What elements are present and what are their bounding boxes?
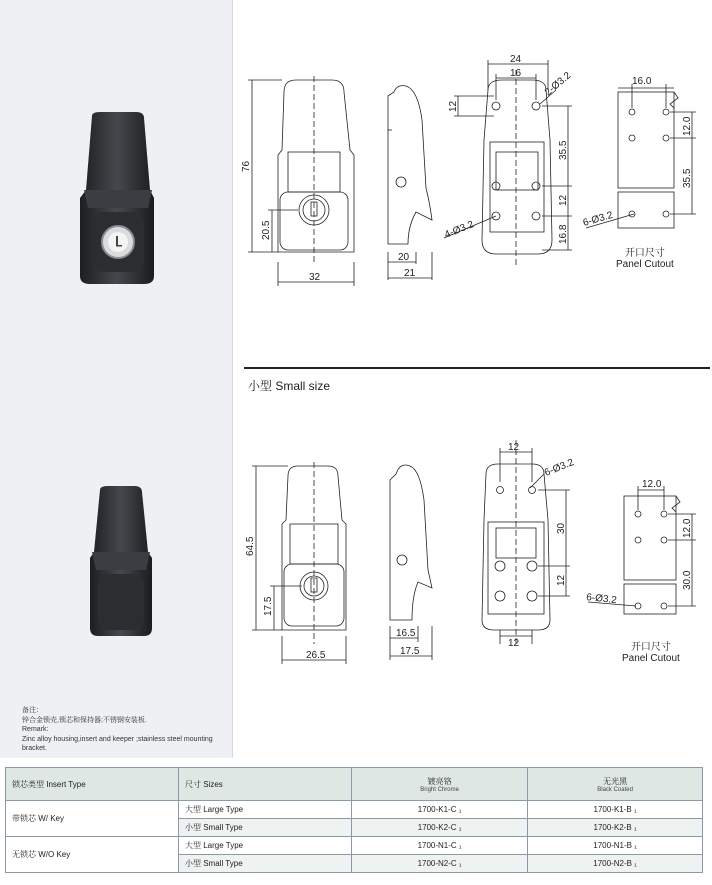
large-front-view bbox=[248, 76, 354, 286]
cell-insert-type: 带锁芯 W/ Key bbox=[6, 801, 179, 837]
large-panel-cutout bbox=[586, 84, 696, 228]
header-chrome-cn: 镀亮铬 bbox=[427, 776, 452, 786]
header-insert-type: 锁芯类型 Insert Type bbox=[6, 768, 179, 801]
small-cutout-label bbox=[622, 642, 680, 664]
header-black-coated bbox=[528, 768, 703, 801]
dim-small-side2: 17.5 bbox=[400, 646, 420, 657]
header-bright-chrome bbox=[352, 768, 528, 801]
dim-small-width: 26.5 bbox=[306, 650, 326, 661]
section-divider bbox=[244, 367, 710, 369]
cutout-small-w: 12.0 bbox=[642, 479, 662, 490]
cell-black: 1700-N1-B ₁ bbox=[528, 837, 703, 855]
cutout-small-h2: 30.0 bbox=[682, 570, 693, 590]
small-latch-photo bbox=[88, 486, 154, 636]
cell-size: 大型 Large Type bbox=[179, 837, 352, 855]
dim-large-d168: 16.8 bbox=[558, 224, 569, 244]
dim-large-height: 76 bbox=[241, 160, 252, 172]
cell-size: 小型 Small Type bbox=[179, 855, 352, 873]
dim-small-bot12: 12 bbox=[508, 638, 520, 649]
cell-black: 1700-N2-B ₁ bbox=[528, 855, 703, 873]
dim-large-keyh: 20.5 bbox=[261, 220, 272, 240]
small-front-view bbox=[252, 462, 346, 664]
cutout-small-h1: 12.0 bbox=[682, 518, 693, 538]
cell-insert-type: 无锁芯 W/O Key bbox=[6, 837, 179, 873]
cell-black: 1700-K1-B ₁ bbox=[528, 801, 703, 819]
cell-chrome: 1700-K2-C ₁ bbox=[352, 819, 528, 837]
product-photo-panel bbox=[0, 0, 233, 758]
large-latch-photo bbox=[78, 112, 158, 284]
large-side-view bbox=[388, 86, 432, 280]
cutout-large-h1: 12.0 bbox=[682, 116, 693, 136]
large-cutout-label-en: Panel Cutout bbox=[616, 259, 674, 270]
large-cutout-label bbox=[616, 248, 674, 270]
dim-large-side1: 20 bbox=[398, 252, 410, 263]
cell-size: 大型 Large Type bbox=[179, 801, 352, 819]
dim-small-height: 64.5 bbox=[245, 536, 256, 556]
technical-drawing bbox=[232, 0, 712, 680]
dim-large-top16: 16 bbox=[510, 68, 522, 79]
small-cutout-label-en: Panel Cutout bbox=[622, 653, 680, 664]
large-cutout-label-cn: 开口尺寸 bbox=[624, 248, 665, 259]
header-chrome-en: Bright Chrome bbox=[420, 786, 459, 793]
small-cutout-label-cn: 开口尺寸 bbox=[630, 642, 671, 653]
dim-small-d12: 12 bbox=[556, 574, 567, 586]
cell-black: 1700-K2-B ₁ bbox=[528, 819, 703, 837]
cutout-small-holes: 6-Ø3.2 bbox=[585, 592, 618, 607]
cutout-large-holes: 6-Ø3.2 bbox=[581, 209, 615, 229]
cell-chrome: 1700-N2-C ₁ bbox=[352, 855, 528, 873]
dim-large-top24: 24 bbox=[510, 54, 522, 65]
header-black-en: Black Coated bbox=[597, 786, 633, 793]
small-size-title: 小型 Small size bbox=[248, 379, 331, 393]
note-label-en: Remark: bbox=[22, 726, 49, 733]
header-black-cn: 无光黑 bbox=[603, 776, 628, 786]
note-text-cn: 锌合金锁壳,锁芯和保持器;不锈钢安装板. bbox=[22, 716, 147, 724]
spec-table-header bbox=[6, 768, 703, 801]
cutout-large-h2: 35.5 bbox=[682, 168, 693, 188]
spec-table bbox=[5, 767, 703, 873]
dim-large-d35: 35.5 bbox=[558, 140, 569, 160]
dim-large-side2: 21 bbox=[404, 268, 416, 279]
dim-large-d12b: 12 bbox=[558, 194, 569, 206]
remark-notes bbox=[22, 706, 232, 754]
dimension-labels bbox=[241, 54, 693, 661]
cell-chrome: 1700-N1-C ₁ bbox=[352, 837, 528, 855]
dim-small-keyh: 17.5 bbox=[263, 596, 274, 616]
dim-small-side1: 16.5 bbox=[396, 628, 416, 639]
cell-chrome: 1700-K1-C ₁ bbox=[352, 801, 528, 819]
note-text-en: Zinc alloy housing,insert and keeper ;stainless steel mounting bracket. bbox=[22, 735, 213, 752]
cutout-large-w: 16.0 bbox=[632, 76, 652, 87]
dim-small-top12: 12 bbox=[508, 442, 520, 453]
dim-large-width: 32 bbox=[309, 272, 321, 283]
dim-large-hole4: 4-Ø3.2 bbox=[443, 219, 476, 241]
dim-small-hole6: 6-Ø3.2 bbox=[543, 457, 576, 479]
header-sizes: 尺寸 Sizes bbox=[179, 768, 352, 801]
dim-small-d30: 30 bbox=[556, 522, 567, 534]
dim-large-d12: 12 bbox=[448, 100, 459, 112]
table-row bbox=[6, 837, 703, 855]
cell-size: 小型 Small Type bbox=[179, 819, 352, 837]
dim-large-hole2: 2-Ø3.2 bbox=[542, 70, 574, 99]
table-row bbox=[6, 801, 703, 819]
note-label-cn: 备注： bbox=[22, 707, 43, 714]
